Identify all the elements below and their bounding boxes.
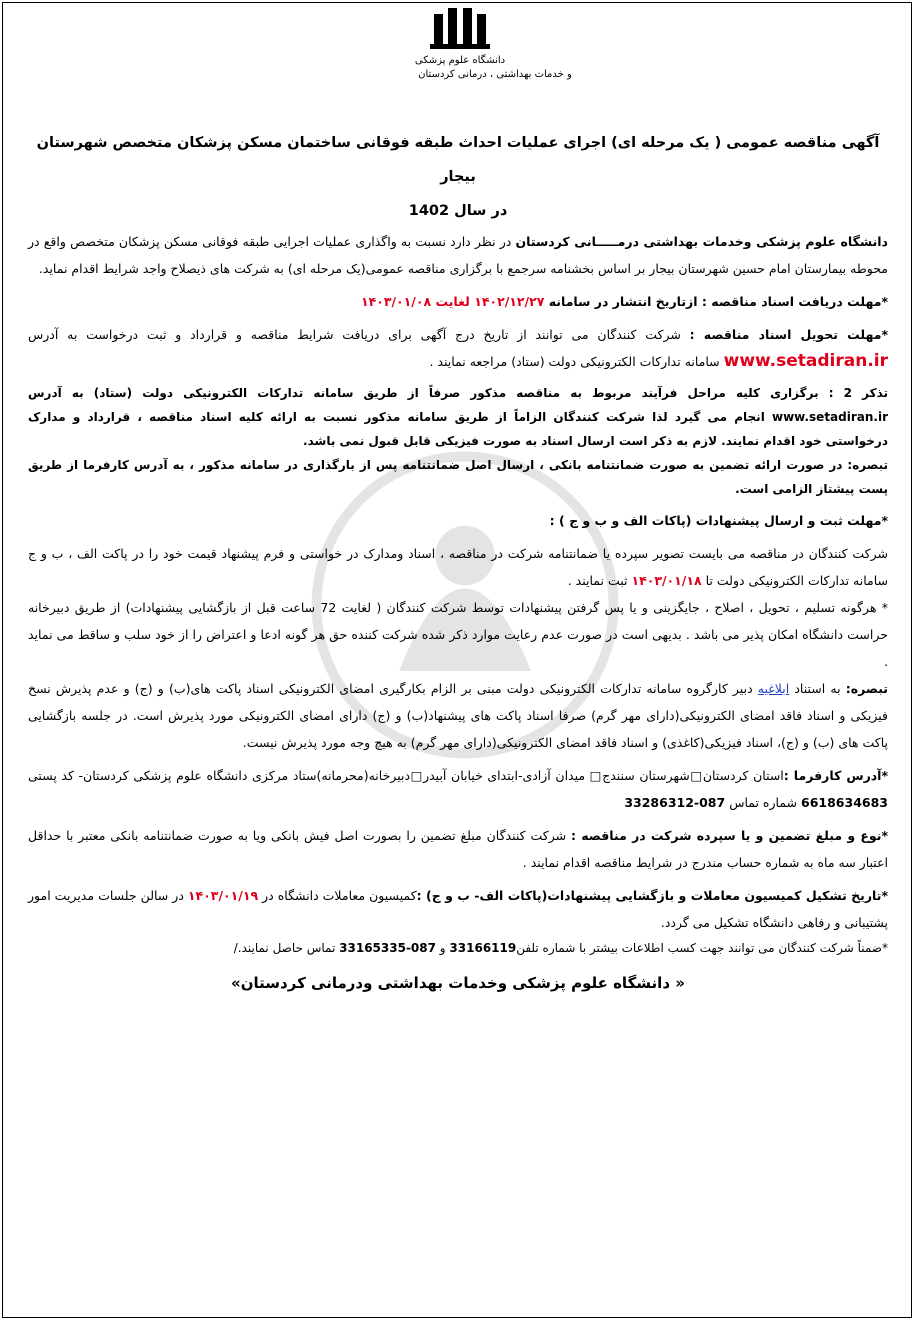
contact-and: و — [435, 941, 450, 955]
postal-code: 6618634683 — [801, 795, 888, 810]
guarantee-label: *نوع و مبلغ تضمین و یا سپرده شرکت در مناقصه : — [570, 828, 888, 843]
proposal-text1: شرکت کنندگان در مناقصه می بایست تصویر سپرده یا ضمانتنامه شرکت در مناقصه ، اسناد ومدارک در خواستی و فرم پیشنهاد قیمت خود را در پاکت الف ، ب و ج سامانه تدارکات الکترونیکی دولت تا — [28, 546, 888, 588]
document-delivery-text1: شرکت کنندگان می توانند از تاریخ درج آگهی برای دریافت شرایط مناقصه و قرارداد و ثبت درخواست به آدرس — [28, 327, 690, 342]
document-delivery — [28, 321, 888, 375]
university-logo — [400, 8, 572, 82]
tender-title-line1: آگهی مناقصه عمومی ( یک مرحله ای) اجرای عملیات احداث طبقه فوقانی ساختمان مسکن پزشکان متخصص شهرستان بیجار — [36, 135, 880, 185]
setadiran-link[interactable]: www.setadiran.ir — [723, 351, 888, 371]
opening-date: ۱۴۰۳/۰۱/۱۹ — [187, 888, 259, 903]
employer-address-label: *آدرس کارفرما : — [783, 768, 888, 783]
org-name-line1: دانشگاه علوم پزشکی — [414, 55, 506, 66]
proposal-date: ۱۴۰۳/۰۱/۱۸ — [631, 573, 702, 588]
document-delivery-label: *مهلت تحویل اسناد مناقصه : — [689, 327, 888, 342]
document-deadline-to: ۱۴۰۳/۰۱/۰۸ — [360, 294, 432, 309]
document-delivery-text2: سامانه تدارکات الکترونیکی دولت (ستاد) مراجعه نمایند . — [429, 354, 724, 369]
document-deadline-until: لغایت — [431, 294, 475, 309]
reminder-label: تذکر 2 : — [828, 386, 889, 400]
note-electronic-signature — [28, 675, 888, 756]
document-deadline-from: ۱۴۰۲/۱۲/۲۷ — [474, 294, 545, 309]
opening-section — [28, 882, 888, 936]
note1-label: تبصره: — [847, 458, 888, 472]
opening-text1: کمیسیون معاملات دانشگاه در — [258, 888, 417, 903]
tender-title — [28, 126, 888, 228]
notice-link[interactable]: ابلاغیه — [757, 681, 790, 696]
proposal-text — [28, 540, 888, 594]
opening-text2: در سالن جلسات مدیریت امور پشتیبانی و رفاهی دانشگاه تشکیل می گردد. — [28, 888, 888, 930]
note1-text: در صورت ارائه تضمین به صورت ضمانتنامه بانکی ، ارسال اصل ضمانتنامه پس از بارگذاری در سامانه مذکور ، به آدرس کارفرما از طریق پست پیشتاز الزامی است. — [28, 458, 888, 496]
employer-address-text1: استان کردستان□شهرستان سنندج□ میدان آزادی-ابتدای خیابان آبیدر□دبیرخانه(محرمانه)ستاد مرکزی دانشگاه علوم پزشکی کردستان- کد پستی — [28, 768, 784, 783]
opening-label: *تاریخ تشکیل کمیسیون معاملات و بازگشایی پیشنهادات(پاکات الف- ب و ج) : — [416, 888, 888, 903]
guarantee-text: شرکت کنندگان مبلغ تضمین را بصورت اصل فیش بانکی ویا به صورت ضمانتنامه بانکی معتبر با حداقل اعتبار سه ماه به شماره حساب مندرج در شرایط مناقصه اقدام نمایند . — [28, 828, 888, 870]
document-deadline — [28, 288, 888, 315]
guarantee-section — [28, 822, 888, 876]
employer-address-text2: شماره تماس — [729, 795, 802, 810]
delivery-rules: * هرگونه تسلیم ، تحویل ، اصلاح ، جایگزینی و یا پس گرفتن پیشنهادات توسط شرکت کنندگان ( لغایت 72 ساعت قبل از بازگشایی پیشنهادات) از طریق دبیرخانه حراست دانشگاه امکان پذیر می باشد . بدیهی است در صورت عدم رعایت موارد ذکر شده شرکت کننده حق هر گونه ادعا و اعتراض را از خود سلب و ساقط می نماید . — [28, 600, 888, 669]
footer-signature: « دانشگاه علوم پزشکی وخدمات بهداشتی ودرمانی کردستان» — [231, 974, 685, 992]
proposal-deadline-heading: *مهلت ثبت و ارسال پیشنهادات (پاکات الف و ب و ج ) : — [549, 513, 888, 528]
reminder-text2: انجام می گیرد لذا شرکت کنندگان الزاماً از طریق سامانه مذکور نسبت به ارائه کلیه اسناد مناقصه ، قرارداد و مدارک درخواستی خود اقدام نمایند. لازم به ذکر است ارسال اسناد به صورت فیزیکی قابل قبول نمی باشد. — [28, 410, 888, 448]
intro-org-name: دانشگاه علوم پزشکی وخدمات بهداشتی درمـــــانی کردستان — [515, 234, 888, 249]
university-emblem-icon — [428, 8, 492, 50]
intro-text: در نظر دارد نسبت به واگذاری عملیات اجرایی طبقه فوقانی مسکن پزشکان متخصص واقع در محوطه بیمارستان امام حسین شهرستان بیجار بر اساس بخشنامه سرجمع با برگزاری مناقصه عمومی(یک مرحله ای) به شرکت های ذیصلاح واجد شرایط اقدام نماید. — [28, 234, 888, 276]
document-deadline-label: *مهلت دریافت اسناد مناقصه : — [701, 294, 888, 309]
reminder-2 — [28, 381, 888, 453]
note2-text1: به استناد — [789, 681, 846, 696]
employer-phone: 33286312-087 — [624, 795, 726, 810]
contact-text1: *ضمناً شرکت کنندگان می توانند جهت کسب اطلاعات بیشتر با شماره تلفن — [516, 941, 888, 955]
intro-paragraph — [28, 228, 888, 282]
note2-label: تبصره: — [845, 681, 889, 696]
org-name-line2: و خدمات بهداشتی ، درمانی کردستان — [418, 69, 572, 80]
proposal-text2: ثبت نمایند . — [567, 573, 632, 588]
reminder-url[interactable]: www.setadiran.ir — [771, 410, 888, 424]
employer-address — [28, 762, 888, 816]
tender-title-line2: در سال 1402 — [408, 203, 508, 219]
contact-phone1: 33166119 — [449, 941, 517, 955]
announcement-body — [28, 126, 888, 992]
note2-text2: دبیر کارگروه سامانه تدارکات الکترونیکی دولت مبنی بر الزام بکارگیری امضای الکترونیکی اسناد پاکت های(ب) و (ج) و عدم پذیرش نسخ فیزیکی و اسناد فاقد امضای الکترونیکی(دارای مهر گرم) صرفا اسناد پاکت های پیشنهاد(ب) و (ج) دارای امضای الکترونیکی مورد پذیرش است. در جلسه بازگشایی پاکت های (ب) و (ج)، اسناد فیزیکی(کاغذی) و اسناد فاقد امضای الکترونیکی(دارای مهر گرم) به هیچ وجه مورد پذیرش نیست. — [28, 681, 888, 750]
contact-phone2: 33165335-087 — [339, 941, 436, 955]
note-bank-guarantee — [28, 453, 888, 501]
contact-info — [28, 936, 888, 960]
document-deadline-text: ازتاریخ انتشار در سامانه — [544, 294, 702, 309]
contact-text2: تماس حاصل نمایند./ — [233, 941, 340, 955]
reminder-text1: برگزاری کلیه مراحل فرآیند مربوط به مناقصه مذکور صرفاً از طریق سامانه تدارکات الکترونیکی دولت (ستاد) به آدرس — [28, 386, 829, 400]
